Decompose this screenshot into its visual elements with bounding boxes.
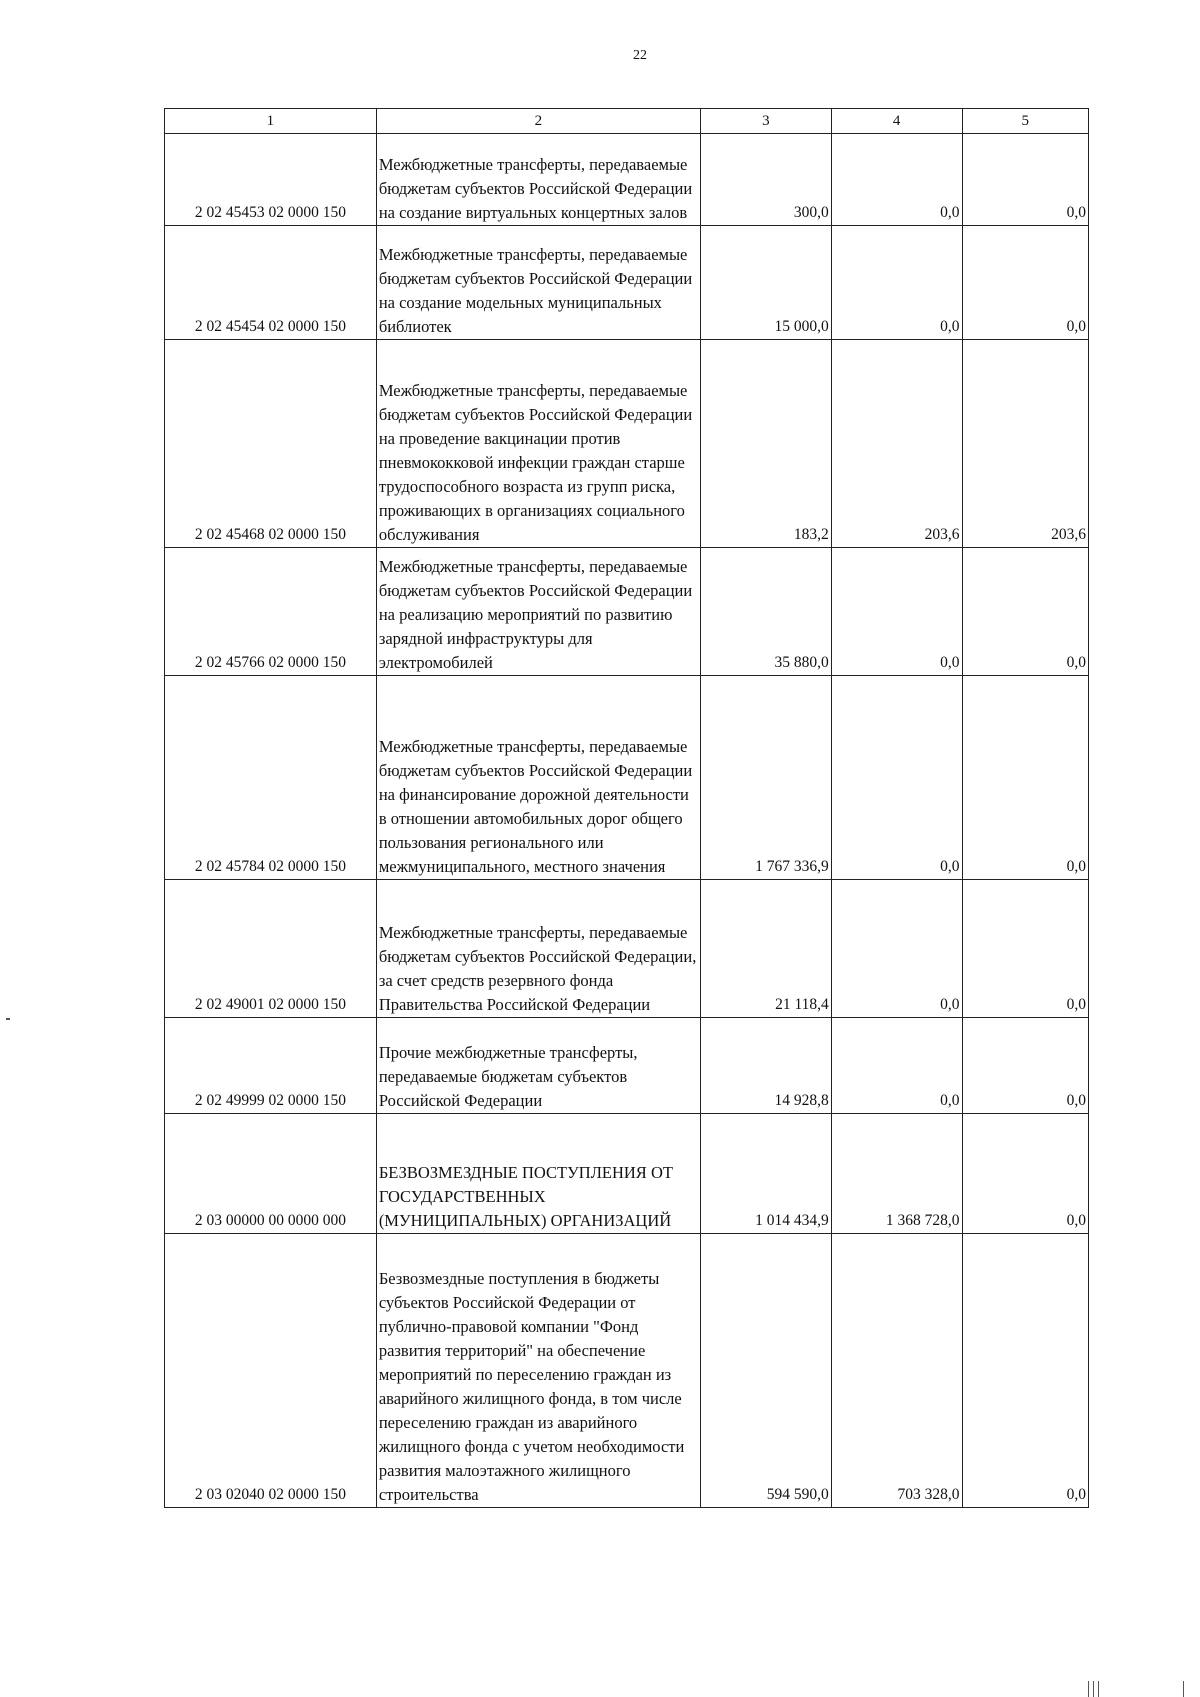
row-description: Межбюджетные трансферты, передаваемые бюджетам субъектов Российской Федерации на реализацию мероприятий по развитию зарядной инфраструктуры для электромобилей <box>376 548 700 676</box>
row-col3-value: 35 880,0 <box>701 548 832 676</box>
table-header-row <box>165 109 1089 134</box>
header-col-3: 3 <box>701 109 832 134</box>
row-col3-value: 1 767 336,9 <box>701 676 832 880</box>
row-col5-value: 0,0 <box>962 226 1088 340</box>
row-col3-value: 14 928,8 <box>701 1018 832 1114</box>
table-row <box>165 676 1089 880</box>
row-col5-value: 0,0 <box>962 1114 1088 1234</box>
row-col3-value: 183,2 <box>701 340 832 548</box>
row-col5-value: 0,0 <box>962 880 1088 1018</box>
row-code: 2 02 49001 02 0000 150 <box>165 880 377 1018</box>
row-col4-value: 0,0 <box>831 880 962 1018</box>
row-code: 2 02 45453 02 0000 150 <box>165 134 377 226</box>
header-col-5: 5 <box>962 109 1088 134</box>
row-col4-value: 1 368 728,0 <box>831 1114 962 1234</box>
row-col3-value: 300,0 <box>701 134 832 226</box>
row-code: 2 02 49999 02 0000 150 <box>165 1018 377 1114</box>
row-col4-value: 0,0 <box>831 676 962 880</box>
table-row <box>165 1114 1089 1234</box>
row-description: Безвозмездные поступления в бюджеты субъектов Российской Федерации от публично-правовой компании "Фонд развития территорий" на обеспечение мероприятий по переселению граждан из аварийного жилищного фонда, в том числе переселению граждан из аварийного жилищного фонда с учетом необходимости развития малоэтажного жилищного строительства <box>376 1234 700 1508</box>
header-col-1: 1 <box>165 109 377 134</box>
row-code: 2 02 45784 02 0000 150 <box>165 676 377 880</box>
margin-scan-mark <box>6 1018 10 1020</box>
page-number: 22 <box>633 48 647 63</box>
row-description: Межбюджетные трансферты, передаваемые бюджетам субъектов Российской Федерации на создание модельных муниципальных библиотек <box>376 226 700 340</box>
row-col5-value: 0,0 <box>962 1234 1088 1508</box>
row-col5-value: 203,6 <box>962 340 1088 548</box>
row-code: 2 02 45766 02 0000 150 <box>165 548 377 676</box>
row-col5-value: 0,0 <box>962 676 1088 880</box>
row-col3-value: 15 000,0 <box>701 226 832 340</box>
row-col4-value: 203,6 <box>831 340 962 548</box>
table-row <box>165 548 1089 676</box>
row-col5-value: 0,0 <box>962 1018 1088 1114</box>
row-col5-value: 0,0 <box>962 548 1088 676</box>
row-code: 2 02 45454 02 0000 150 <box>165 226 377 340</box>
row-col4-value: 0,0 <box>831 226 962 340</box>
row-col4-value: 703 328,0 <box>831 1234 962 1508</box>
row-col4-value: 0,0 <box>831 134 962 226</box>
footer-scan-mark <box>1088 1681 1089 1697</box>
row-description: БЕЗВОЗМЕЗДНЫЕ ПОСТУПЛЕНИЯ ОТ ГОСУДАРСТВЕННЫХ (МУНИЦИПАЛЬНЫХ) ОРГАНИЗАЦИЙ <box>376 1114 700 1234</box>
row-col4-value: 0,0 <box>831 548 962 676</box>
row-code: 2 03 00000 00 0000 000 <box>165 1114 377 1234</box>
row-col5-value: 0,0 <box>962 134 1088 226</box>
row-code: 2 02 45468 02 0000 150 <box>165 340 377 548</box>
row-col3-value: 21 118,4 <box>701 880 832 1018</box>
table-row <box>165 226 1089 340</box>
row-col3-value: 1 014 434,9 <box>701 1114 832 1234</box>
budget-table <box>164 108 1089 1508</box>
footer-scan-mark <box>1183 1681 1184 1697</box>
table-row <box>165 1234 1089 1508</box>
table-row <box>165 134 1089 226</box>
row-description: Межбюджетные трансферты, передаваемые бюджетам субъектов Российской Федерации на финансирование дорожной деятельности в отношении автомобильных дорог общего пользования регионального или межмуниципального, местного значения <box>376 676 700 880</box>
row-col4-value: 0,0 <box>831 1018 962 1114</box>
header-col-4: 4 <box>831 109 962 134</box>
table-row <box>165 1018 1089 1114</box>
footer-scan-mark <box>1098 1681 1099 1697</box>
table-row <box>165 340 1089 548</box>
row-code: 2 03 02040 02 0000 150 <box>165 1234 377 1508</box>
header-col-2: 2 <box>376 109 700 134</box>
row-description: Межбюджетные трансферты, передаваемые бюджетам субъектов Российской Федерации на создание виртуальных концертных залов <box>376 134 700 226</box>
footer-scan-mark <box>1093 1681 1094 1697</box>
table-row <box>165 880 1089 1018</box>
row-col3-value: 594 590,0 <box>701 1234 832 1508</box>
row-description: Прочие межбюджетные трансферты, передаваемые бюджетам субъектов Российской Федерации <box>376 1018 700 1114</box>
row-description: Межбюджетные трансферты, передаваемые бюджетам субъектов Российской Федерации, за счет средств резервного фонда Правительства Российской Федерации <box>376 880 700 1018</box>
row-description: Межбюджетные трансферты, передаваемые бюджетам субъектов Российской Федерации на проведение вакцинации против пневмококковой инфекции граждан старше трудоспособного возраста из групп риска, проживающих в организациях социального обслуживания <box>376 340 700 548</box>
